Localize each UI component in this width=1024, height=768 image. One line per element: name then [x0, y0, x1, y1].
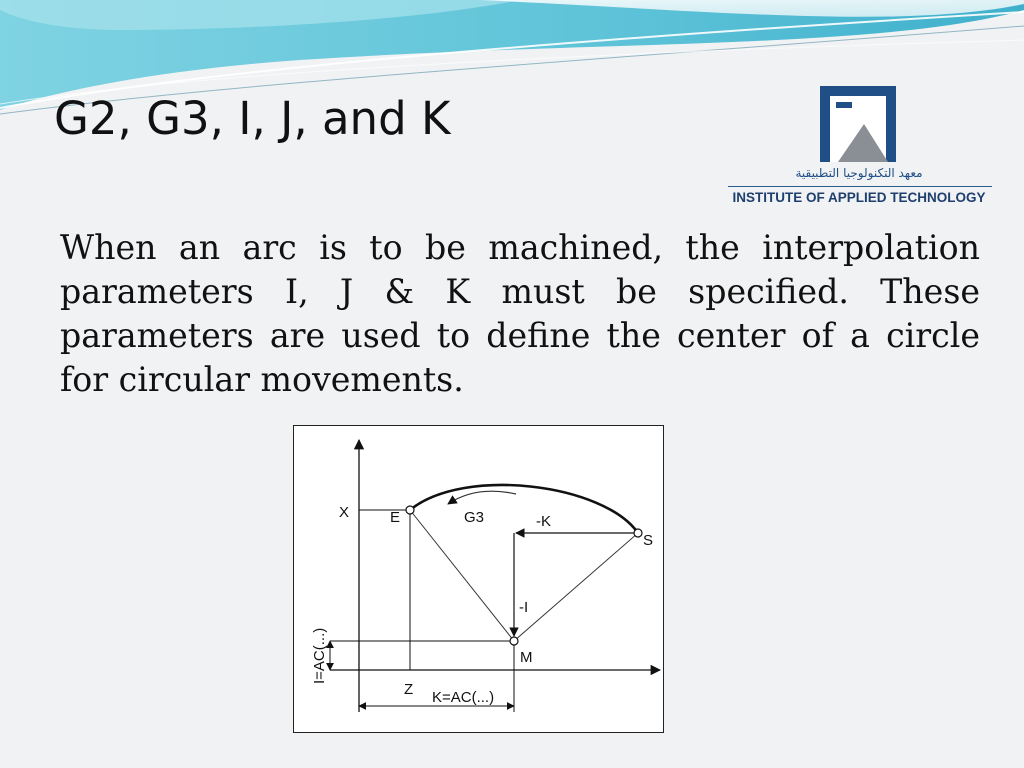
logo-english-text: INSTITUTE OF APPLIED TECHNOLOGY: [732, 190, 986, 205]
arc-label: G3: [464, 509, 485, 526]
end-point-label: E: [390, 509, 401, 526]
center-point-label: M: [520, 649, 533, 666]
g3-arc: [410, 485, 638, 533]
point-s: [634, 529, 642, 537]
start-point-label: S: [643, 532, 654, 549]
radius-line-s: [514, 533, 638, 641]
x-axis-label: X: [339, 504, 350, 521]
k-dimension-label: K=AC(...): [432, 689, 495, 706]
g3-direction-arrow: [448, 491, 516, 504]
arc-interpolation-diagram: [293, 425, 664, 733]
logo-divider: [728, 186, 992, 187]
point-m: [510, 637, 518, 645]
i-dimension-label: I=AC(...): [311, 627, 328, 684]
diagram-canvas: [294, 426, 665, 734]
institute-logo: [726, 84, 994, 210]
slide-title: G2, G3, I, J, and K: [54, 92, 451, 145]
point-e: [406, 506, 414, 514]
radius-line-e: [410, 510, 514, 641]
neg-k-label: -K: [536, 513, 551, 530]
logo-mark-icon: [818, 84, 902, 164]
logo-arabic-text: معهد التكنولوجيا التطبيقية: [795, 166, 923, 180]
neg-i-label: -I: [519, 599, 529, 616]
body-paragraph: When an arc is to be machined, the interpolation parameters I, J & K must be specified. These parameters are used to define the center of a circle for circular movements.: [60, 228, 980, 399]
z-axis-label: Z: [404, 681, 414, 698]
